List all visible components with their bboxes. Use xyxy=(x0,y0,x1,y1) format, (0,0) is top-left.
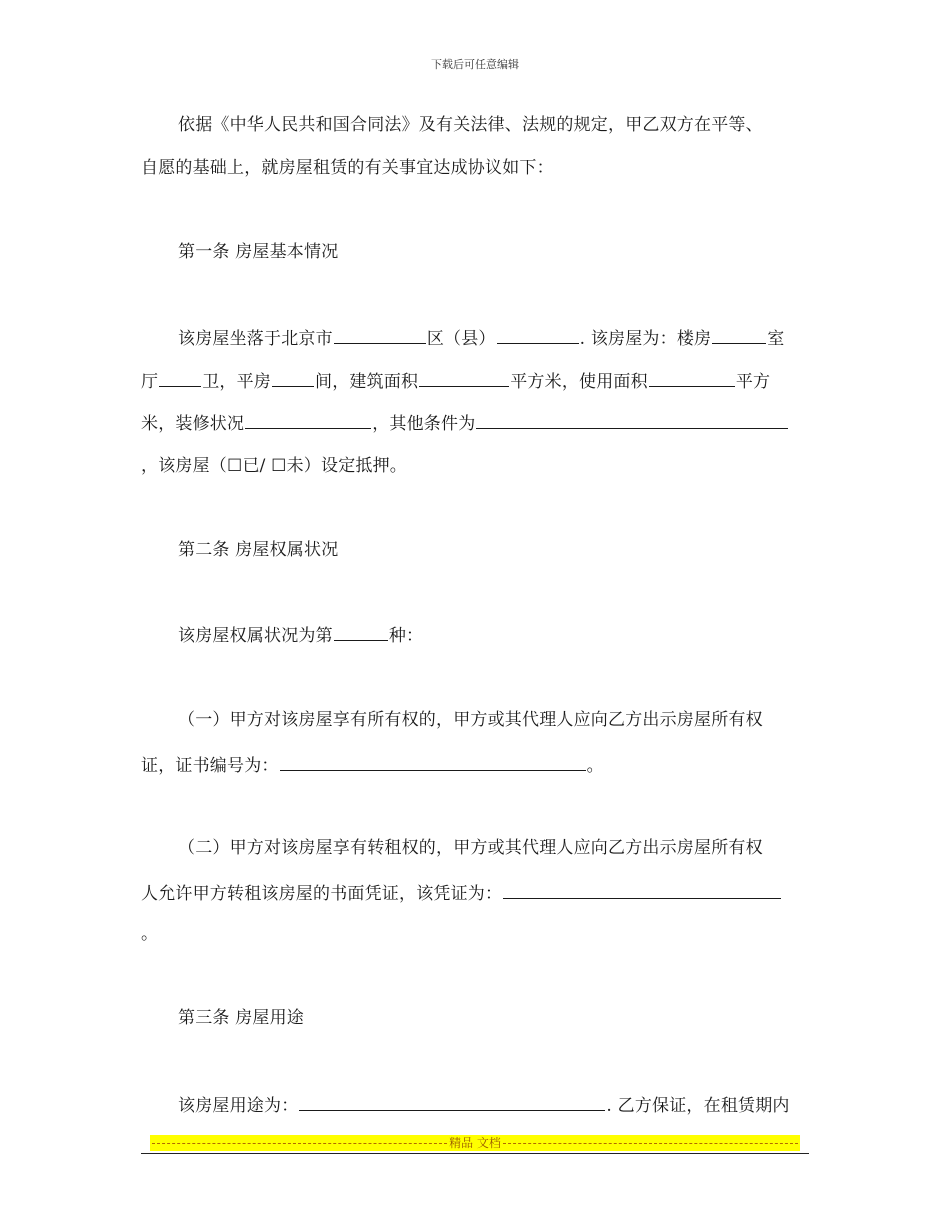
text-segment: 人允许甲方转租该房屋的书面凭证，该凭证为： xyxy=(141,884,503,904)
text-segment: 平方 xyxy=(735,372,771,392)
text-segment: 。 xyxy=(586,756,604,776)
text-segment: 该房屋坐落于北京市 xyxy=(178,329,333,349)
blank-house-usage[interactable] xyxy=(299,1092,605,1111)
text-segment: 平方米，使用面积 xyxy=(510,372,648,392)
footer-dash-left xyxy=(152,1143,447,1144)
text-segment: 厅 xyxy=(141,372,159,392)
article-2-item-1-line-1: （一）甲方对该房屋享有所有权的，甲方或其代理人应向乙方出示房屋所有权 xyxy=(178,710,763,730)
text-segment: 区（县） xyxy=(426,329,496,349)
article-2-item-1-line-2 xyxy=(141,752,813,778)
article-1-line-1 xyxy=(178,325,850,351)
article-2-heading: 第二条 房屋权属状况 xyxy=(178,540,339,560)
text-segment: . 乙方保证，在租赁期内 xyxy=(606,1096,790,1116)
article-2-item-2-line-2 xyxy=(141,880,813,906)
text-segment: 该房屋权属状况为第 xyxy=(178,626,333,646)
article-1-line-3 xyxy=(141,410,813,436)
text-segment: . 该房屋为：楼房 xyxy=(579,329,712,349)
footer-text: 精品 文档 xyxy=(449,1136,501,1150)
blank-ownership-type[interactable] xyxy=(334,622,388,641)
article-1-heading: 第一条 房屋基本情况 xyxy=(178,242,339,262)
text-segment: 证，证书编号为： xyxy=(141,756,279,776)
blank-decoration[interactable] xyxy=(245,410,371,429)
blank-rooms[interactable] xyxy=(712,325,766,344)
text-segment: ，其他条件为 xyxy=(372,414,476,434)
blank-sublease-proof[interactable] xyxy=(503,880,781,899)
article-1-line-4: ，该房屋（☐已/ ☐未）设定抵押。 xyxy=(141,456,408,476)
article-3-line-1 xyxy=(178,1092,850,1118)
blank-halls[interactable] xyxy=(159,368,201,387)
article-2-item-2-line-1: （二）甲方对该房屋享有转租权的，甲方或其代理人应向乙方出示房屋所有权 xyxy=(178,838,763,858)
blank-usable-area[interactable] xyxy=(649,368,735,387)
footer-rule xyxy=(141,1153,809,1154)
article-2-intro xyxy=(178,622,850,648)
blank-certificate-number[interactable] xyxy=(280,752,586,771)
article-2-item-2-line-3: 。 xyxy=(141,924,159,944)
article-3-heading: 第三条 房屋用途 xyxy=(178,1008,305,1028)
page-header: 下载后可任意编辑 xyxy=(431,58,519,71)
blank-bungalow[interactable] xyxy=(272,368,314,387)
blank-other-conditions[interactable] xyxy=(476,410,788,429)
article-1-line-2 xyxy=(141,368,813,394)
blank-district[interactable] xyxy=(334,325,426,344)
text-segment: 室 xyxy=(767,329,785,349)
footer-band xyxy=(150,1135,800,1151)
preamble-line-2: 自愿的基础上，就房屋租赁的有关事宜达成协议如下： xyxy=(141,158,554,178)
text-segment: 种： xyxy=(388,626,424,646)
text-segment: 间，建筑面积 xyxy=(315,372,419,392)
preamble-line-1: 依据《中华人民共和国合同法》及有关法律、法规的规定，甲乙双方在平等、 xyxy=(178,115,763,135)
blank-building-area[interactable] xyxy=(419,368,509,387)
text-segment: 卫，平房 xyxy=(202,372,272,392)
blank-county[interactable] xyxy=(497,325,579,344)
text-segment: 该房屋用途为： xyxy=(178,1096,299,1116)
footer-dash-right xyxy=(503,1143,798,1144)
text-segment: 米，装修状况 xyxy=(141,414,245,434)
